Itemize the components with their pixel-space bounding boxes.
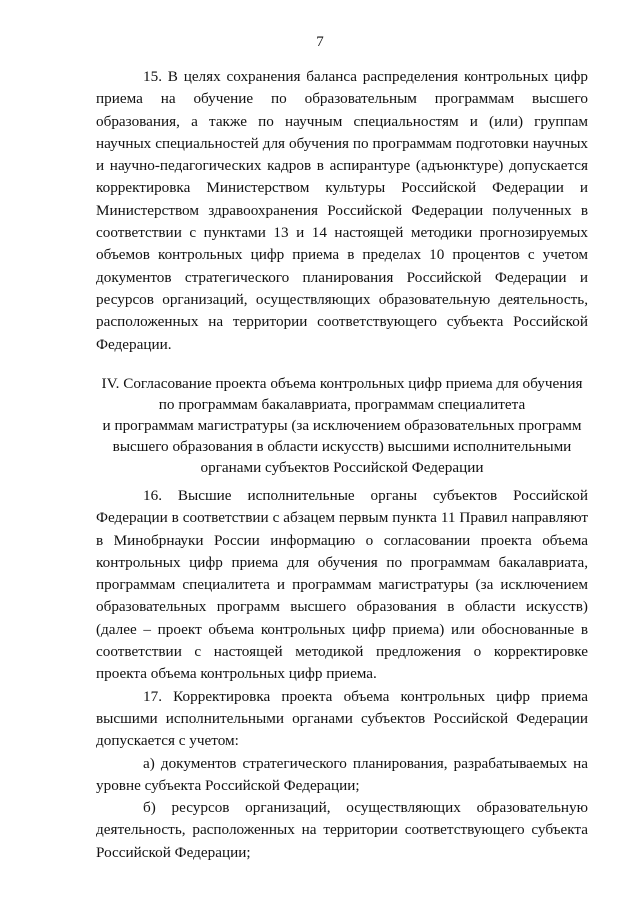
section-heading-line: органами субъектов Российской Федерации: [200, 459, 484, 476]
list-item-a: а) документов стратегического планирования, разрабатываемых на уровне субъекта Российской Федерации;: [96, 754, 588, 794]
paragraph-17: 17. Корректировка проекта объема контрольных цифр приема высшими исполнительными органами субъектов Российской Федерации допускается с учетом:: [96, 687, 588, 750]
text-block-lower: [96, 485, 588, 864]
section-heading-line: IV. Согласование проекта объема контрольных цифр приема для обучения: [101, 375, 583, 392]
section-heading-iv: [96, 373, 588, 478]
page-number: 7: [316, 34, 324, 50]
paragraph-15: 15. В целях сохранения баланса распределения контрольных цифр приема на обучение по образовательным программам высшего образования, а также по научным специальностям и (или) группам научных специальностей для обучения по программам подготовки научных и научно-педагогических кадров в аспирантуре (адъюнктуре) допускается корректировка Министерством культуры Российской Федерации и Министерством здравоохранения Российской Федерации полученных в соответствии с пунктами 13 и 14 настоящей методики прогнозируемых объемов контрольных цифр приема в пределах 10 процентов с учетом документов стратегического планирования Российской Федерации и ресурсов организаций, осуществляющих образовательную деятельность, расположенных на территории соответствующего субъекта Российской Федерации.: [96, 68, 588, 353]
text-block-upper: [96, 66, 588, 356]
list-item-b: б) ресурсов организаций, осуществляющих образовательную деятельность, расположенных на территории соответствующего субъекта Российской Федерации;: [96, 799, 588, 861]
section-heading-line: по программам бакалавриата, программам специалитета: [158, 396, 526, 413]
paragraph-16: 16. Высшие исполнительные органы субъектов Российской Федерации в соответствии с абзацем первым пункта 11 Правил направляют в Минобрнауки России информацию о согласовании проекта объема контрольных цифр приема для обучения по программам бакалавриата, программам специалитета и программам магистратуры (за исключением образовательных программ высшего образования в области искусств) (далее – проект объема контрольных цифр приема) или обоснованные в соответствии с настоящей методикой предложения о корректировке проекта объема контрольных цифр приема.: [96, 487, 588, 683]
section-heading-line: высшего образования в области искусств) высшими исполнительными: [112, 438, 572, 455]
section-heading-line: и программам магистратуры (за исключением образовательных программ: [102, 417, 582, 434]
